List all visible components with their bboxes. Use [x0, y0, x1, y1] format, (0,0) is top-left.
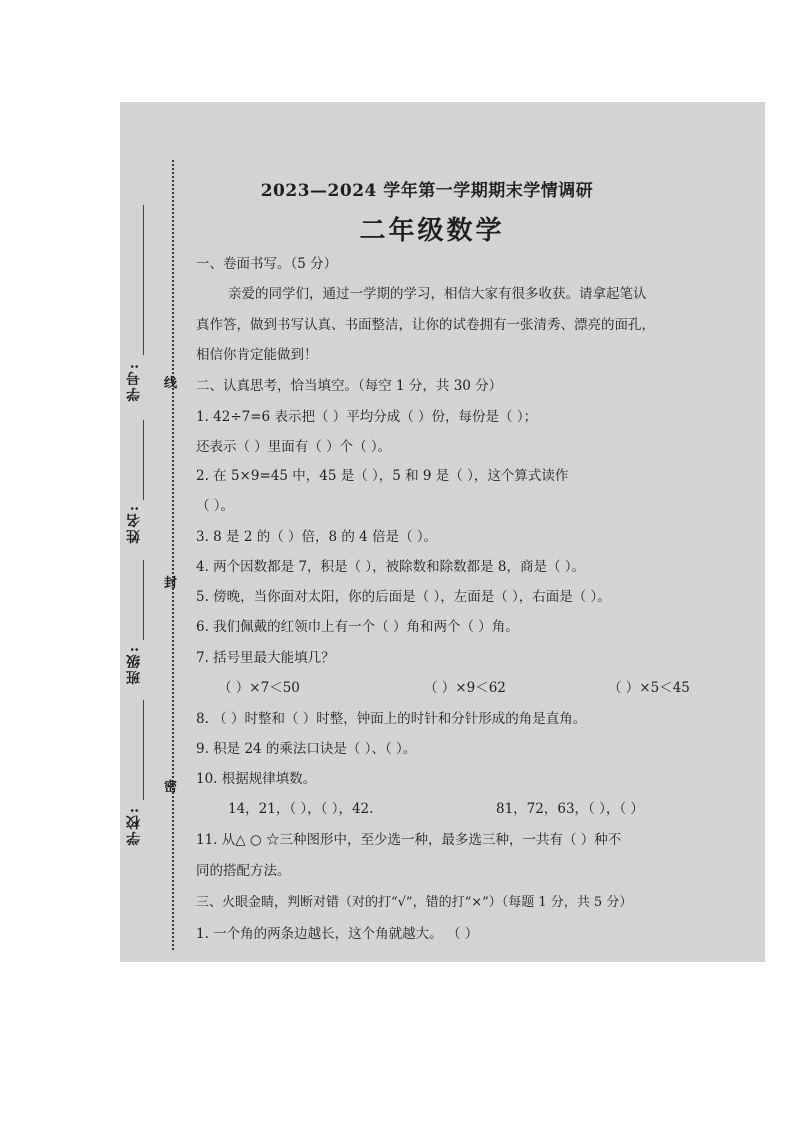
class-label: 班级: — [126, 645, 142, 685]
question-1-line2: 还表示（ ）里面有（ ）个（ ）。 — [196, 439, 392, 455]
question-10-sequence-a: 14，21，（ ），（ ），42. — [228, 801, 374, 817]
exam-subject: 二年级数学 — [359, 216, 505, 246]
question-10: 10. 根据规律填数。 — [196, 771, 317, 787]
section2-heading: 二、认真思考，恰当填空。（每空 1 分，共 30 分） — [196, 378, 503, 394]
name-underline — [143, 420, 144, 500]
class-underline — [143, 560, 144, 640]
school-underline — [143, 700, 144, 800]
student-id-label: 学号: — [126, 362, 142, 402]
question-6: 6. 我们佩戴的红领巾上有一个（ ）角和两个（ ）角。 — [196, 619, 519, 635]
question-8: 8. （ ）时整和（ ）时整，钟面上的时针和分针形成的角是直角。 — [196, 711, 587, 727]
seal-secret-mark: 密 — [164, 780, 178, 795]
question-11-line2: 同的搭配方法。 — [196, 863, 291, 879]
question-7-item-a: （ ）×7＜50 — [218, 680, 300, 696]
question-3: 3. 8 是 2 的（ ）倍，8 的 4 倍是（ ）。 — [196, 529, 438, 545]
name-label: 姓名: — [126, 504, 142, 544]
question-1-line1: 1. 42÷7=6 表示把（ ）平均分成（ ）份，每份是（ ）； — [196, 409, 538, 425]
question-4: 4. 两个因数都是 7，积是（ ），被除数和除数都是 8，商是（ ）。 — [196, 559, 586, 575]
question-2-line1: 2. 在 5×9=45 中，45 是（ ），5 和 9 是（ ），这个算式读作 — [196, 468, 569, 484]
question-11-line1: 11. 从△ ○ ☆三种图形中，至少选一种，最多选三种，一共有（ ）种不 — [196, 832, 622, 848]
seal-line-mark: 线 — [164, 376, 178, 391]
section1-paragraph-line3: 相信你肯定能做到！ — [196, 347, 318, 363]
question-7-item-b: （ ）×9＜62 — [424, 680, 506, 696]
section3-heading: 三、火眼金睛，判断对错（对的打“√”，错的打“×”）（每题 1 分，共 5 分） — [196, 895, 633, 910]
question-7-item-c: （ ）×5＜45 — [608, 680, 690, 696]
question-2-line2: （ ）。 — [196, 498, 235, 514]
school-label: 学校: — [126, 806, 142, 846]
question-10-sequence-b: 81，72，63，（ ），（ ） — [496, 801, 644, 817]
exam-title: 2023—2024 学年第一学期期末学情调研 — [260, 181, 594, 201]
binding-dotted-line — [172, 160, 174, 950]
section1-paragraph-line2: 真作答，做到书写认真、书面整洁，让你的试卷拥有一张清秀、漂亮的面孔， — [196, 317, 655, 333]
question-9: 9. 积是 24 的乘法口诀是（ ）、（ ）。 — [196, 741, 417, 757]
seal-seal-mark: 封 — [164, 576, 178, 591]
section1-paragraph-line1: 亲爱的同学们，通过一学期的学习，相信大家有很多收获。请拿起笔认 — [228, 286, 647, 302]
judgement-question-1: 1. 一个角的两条边越长，这个角就越大。 （ ） — [196, 926, 479, 942]
question-5: 5. 傍晚，当你面对太阳，你的后面是（ ），左面是（ ），右面是（ ）。 — [196, 589, 611, 605]
question-7: 7. 括号里最大能填几？ — [196, 650, 335, 666]
section1-heading: 一、卷面书写。（5 分） — [196, 256, 338, 272]
